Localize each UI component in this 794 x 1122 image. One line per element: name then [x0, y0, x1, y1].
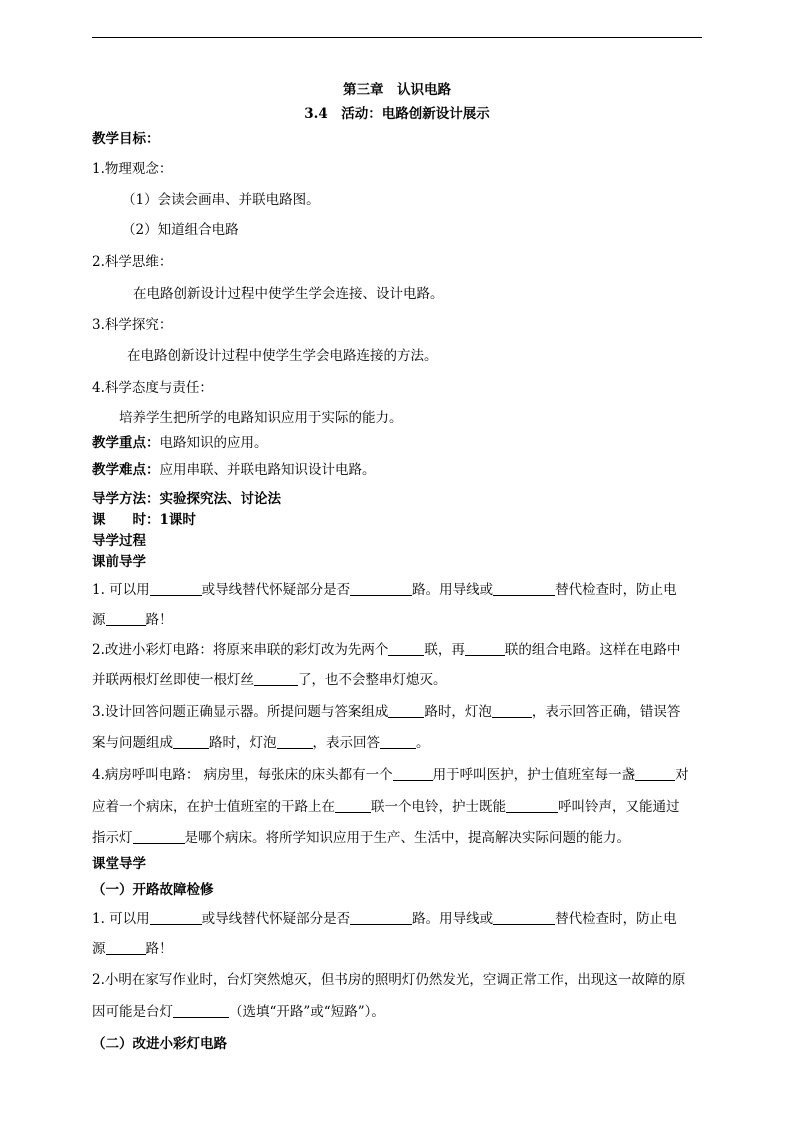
objective-concept-item: （1）会读会画串、并联电路图。 — [122, 192, 320, 208]
objective-inquiry-text: 在电路创新设计过程中使学生学会电路连接的方法。 — [127, 348, 438, 364]
in-class-heading: 课堂导学 — [92, 856, 146, 872]
chapter-title: 第三章 认识电路 — [343, 82, 451, 98]
fill-blank[interactable] — [173, 1004, 229, 1019]
objective-attitude-title: 4.科学态度与责任： — [92, 380, 213, 396]
pre-class-q4-cont2: 指示灯 是哪个病床。将所学知识应用于生产、生活中，提高解决实际问题的能力。 — [92, 830, 630, 846]
pre-class-q2-cont: 并联两根灯丝即使一根灯丝 了，也不会整串灯熄灭。 — [92, 672, 447, 688]
fill-blank[interactable] — [465, 642, 505, 657]
fill-blank[interactable] — [277, 735, 313, 750]
fill-blank[interactable] — [380, 735, 416, 750]
in-class-part2: （二）改进小彩灯电路 — [92, 1036, 227, 1052]
key-points-text: 电路知识的应用。 — [159, 435, 268, 451]
methods: 导学方法：实验探究法、讨论法 — [92, 491, 281, 507]
fill-blank[interactable] — [335, 799, 371, 814]
fill-blank[interactable] — [393, 767, 433, 782]
fill-blank[interactable] — [106, 612, 146, 627]
fill-blank[interactable] — [133, 830, 185, 845]
pre-class-heading: 课前导学 — [92, 554, 146, 570]
process-heading: 导学过程 — [92, 533, 146, 549]
fill-blank[interactable] — [492, 704, 532, 719]
pre-class-q1-cont: 源 路！ — [92, 612, 173, 628]
fill-blank[interactable] — [635, 767, 675, 782]
pre-class-q3-cont: 案与问题组成 路时，灯泡 ，表示回答 。 — [92, 735, 430, 751]
fill-blank[interactable] — [350, 582, 412, 597]
section-title: 3.4 活动：电路创新设计展示 — [304, 106, 490, 122]
in-class-q1: 1. 可以用 或导线替代怀疑部分是否 路。用导线或 替代检查时，防止电 — [92, 911, 677, 927]
fill-blank[interactable] — [388, 704, 424, 719]
objective-attitude-text: 培养学生把所学的电路知识应用于实际的能力。 — [119, 410, 403, 426]
objectives-heading: 教学目标： — [92, 131, 160, 147]
pre-class-q4: 4.病房呼叫电路： 病房里，每张床的床头都有一个 用于呼叫医护，护士值班室每一盏 对 — [92, 767, 689, 783]
fill-blank[interactable] — [106, 941, 146, 956]
pre-class-q2: 2.改进小彩灯电路：将原来串联的彩灯改为先两个 联，再 联的组合电路。这样在电路中 — [92, 642, 681, 658]
fill-blank[interactable] — [388, 642, 424, 657]
pre-class-q1: 1. 可以用 或导线替代怀疑部分是否 路。用导线或 替代检查时，防止电 — [92, 582, 677, 598]
fill-blank[interactable] — [493, 582, 555, 597]
difficulties — [92, 458, 376, 478]
period: 课 时：1课时 — [92, 512, 196, 528]
pre-class-q4-cont: 应着一个病床，在护士值班室的干路上在 联一个电铃，护士既能 呼叫铃声，又能通过 — [92, 799, 680, 815]
fill-blank[interactable] — [350, 911, 412, 926]
objective-concept-title: 1.物理观念： — [92, 161, 173, 177]
fill-blank[interactable] — [150, 582, 202, 597]
key-points-label: 教学重点： — [92, 435, 160, 451]
header-rule — [92, 37, 702, 38]
fill-blank[interactable] — [493, 911, 555, 926]
difficulties-label: 教学难点： — [92, 462, 160, 478]
objective-thinking-text: 在电路创新设计过程中使学生学会连接、设计电路。 — [133, 286, 444, 302]
in-class-q1-cont: 源 路！ — [92, 941, 173, 957]
objective-inquiry-title: 3.科学探究： — [92, 317, 173, 333]
in-class-q2-cont: 因可能是台灯 （选填“开路”或“短路”）。 — [92, 1004, 385, 1020]
in-class-part1: （一）开路故障检修 — [92, 882, 214, 898]
objective-thinking-title: 2.科学思维： — [92, 254, 173, 270]
fill-blank[interactable] — [254, 672, 298, 687]
key-points — [92, 431, 268, 451]
objective-concept-item: （2）知道组合电路 — [122, 222, 239, 238]
fill-blank[interactable] — [506, 799, 558, 814]
pre-class-q3: 3.设计回答问题正确显示器。所提问题与答案组成 路时，灯泡 ，表示回答正确，错误答 — [92, 704, 681, 720]
difficulties-text: 应用串联、并联电路知识设计电路。 — [159, 462, 376, 478]
in-class-q2: 2.小明在家写作业时，台灯突然熄灭，但书房的照明灯仍然发光，空调正常工作，出现这一故障的原 — [92, 972, 686, 988]
fill-blank[interactable] — [173, 735, 209, 750]
fill-blank[interactable] — [150, 911, 202, 926]
